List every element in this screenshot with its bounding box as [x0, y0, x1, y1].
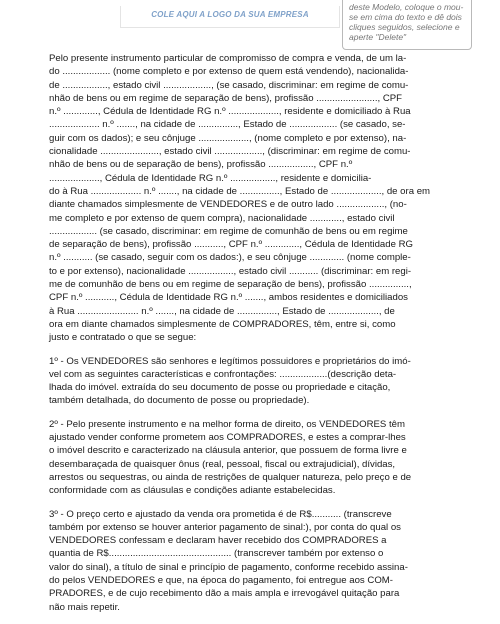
- clause-1: 1º - Os VENDEDORES são senhores e legítimos possuidores e proprietários do imó- vel com as seguintes características e confrontações: ..................(descrição deta- lhada do imóvel. extraída do seu documento de posse ou propriedade e citação, também detalhada, do documento de posse ou propriedade).: [49, 355, 411, 407]
- logo-placeholder[interactable]: COLE AQUI A LOGO DA SUA EMPRESA: [120, 6, 340, 28]
- instruction-note: deste Modelo, coloque o mou- se em cima do texto e dê dois cliques seguidos, selecione e aperte "Delete": [342, 0, 472, 50]
- clause-3: 3º - O preço certo e ajustado da venda ora prometida é de R$........... (transcreve também por extenso se houver anterior pagamento de sinal:), por conta do qual os VENDEDORES confessam e declaram haver recebido dos COMPRADORES a quantia de R$.............................................. (transcrever também por extenso o valor do sinal), a título de sinal e princípio de pagamento, conforme recebido assina- do pelos VENDEDORES e que, na época do pagamento, foi entregue aos COM- PRADORES, e de cujo recebimento dão a mais ampla e irrevogável quitação para não mais repetir.: [49, 508, 408, 613]
- document-body: [49, 52, 457, 624]
- opening-paragraph: Pelo presente instrumento particular de compromisso de compra e venda, de um la- do .................. (nome completo e por extenso de quem está vendendo), nacionalida- de ................., estado civil .................., (se casado, discriminar: em regime de comu- nhão de bens ou em regime de separação de bens), profissão ......................., CPF n.º ............., Cédula de Identidade RG n.º ..................., residente e domiciliado à Rua ................... n.º ......., na cidade de ..............., Estado de .................. (se casado, se- guir com os dados); e seu cônjuge ..................., (nome completo e por extenso), na- cionalidade ......................, estado civil .................., (discriminar: em regime de comu- nhão de bens ou de separação de bens), profissão ................., CPF n.º ..................., Cédula de Identidade RG n.º ................., residente e domicilia- do à Rua ................... n.º ......., na cidade de ..............., Estado de ..................., de ora em diante chamados simplesmente de VENDEDORES e de outro lado .................., (no- me completo e por extenso de quem compra), nacionalidade ............, estado civil .................. (se casado, discriminar: em regime de comunhão de bens ou em regime de separação de bens), profissão ..........., CPF n.º ............., Cédula de Identidade RG n.º ........... (se casado, seguir com os dados:), e seu cônjuge ............. (nome comple- to e por extenso), nacionalidade ................., estado civil ........... (discriminar: em regi- me de comunhão de bens ou em regime de separação de bens), profissão ..............., CPF n.º ..........., Cédula de Identidade RG n.º ......., ambos residentes e domiciliados à Rua ....................... n.º ......., na cidade de ..............., Estado de ..................., de ora em diante chamados simplesmente de COMPRADORES, têm, entre si, como justo e contratado o que se segue:: [49, 53, 431, 344]
- clause-2: 2º - Pelo presente instrumento e na melhor forma de direito, os VENDEDORES têm ajustado vender conforme prometem aos COMPRADORES, e estes a comprar-lhes o imóvel descrito e caracterizado na cláusula anterior, que possuem de forma livre e desembaraçada de quaisquer ônus (real, pessoal, fiscal ou extrajudicial), dívidas, arrestos ou sequestras, ou ainda de restrições de qualquer natureza, pelo preço e de conformidade com as cláusulas e condições adiante estabelecidas.: [49, 418, 412, 497]
